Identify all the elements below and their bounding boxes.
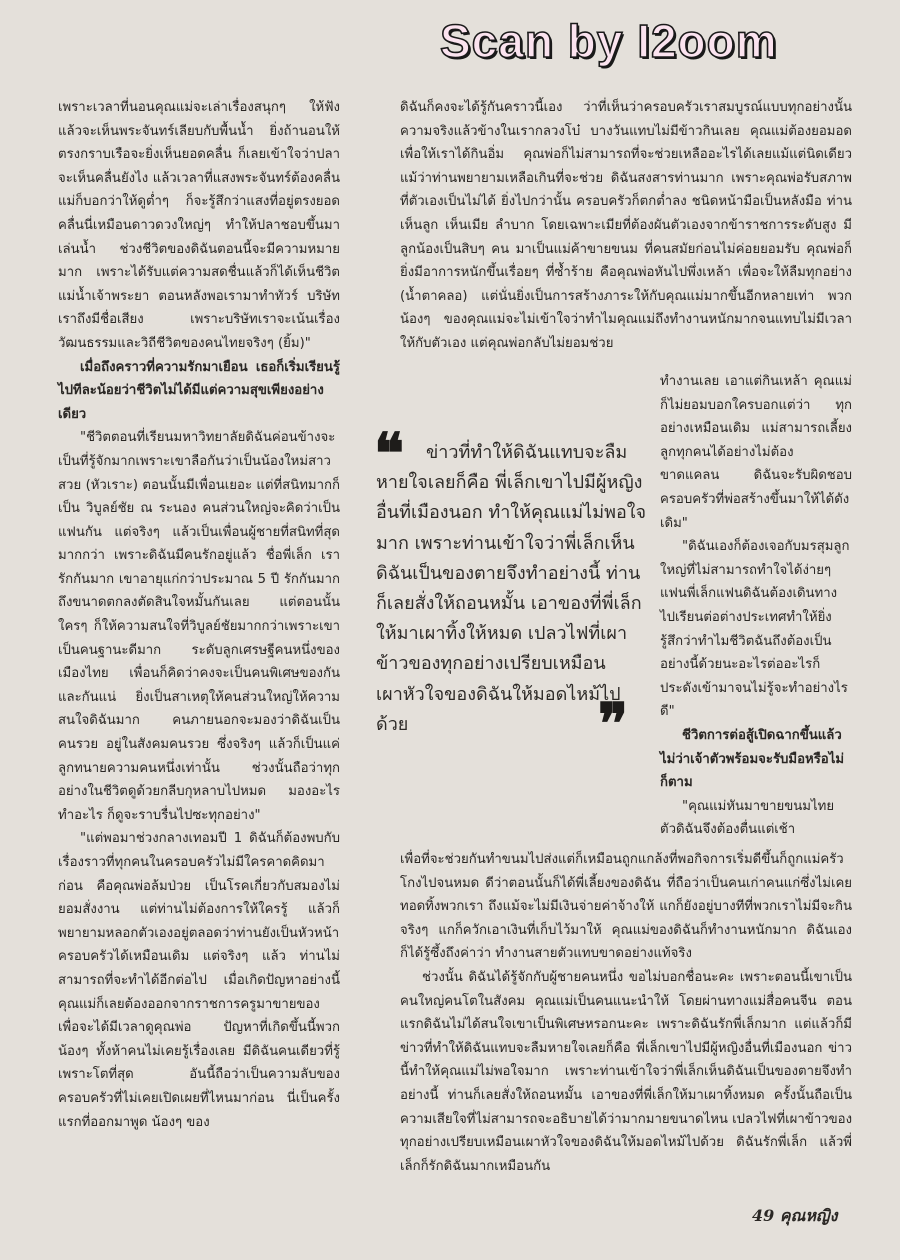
paragraph: "แต่พอมาช่วงกลางเทอมปี 1 ดิฉันก็ต้องพบกับเรื่องราวที่ทุกคนในครอบครัวไม่มีใครคาดคิดมาก่อน คือคุณพ่อล้มป่วย เป็นโรคเกี่ยวกับสมองไม่ยอมสั่งงาน แต่ท่านไม่ต้องการให้ใครรู้ แล้วก็พยายามหลอกตัวเองอยู่ตลอดว่าท่านยังเป็นหัวหน้าครอบครัวได้เหมือนเดิม แต่จริงๆ แล้ว ท่านไม่สามารถที่จะทำได้อีกต่อไป เมื่อเกิดปัญหาอย่างนี้ คุณแม่ก็เลยต้องออกจากราชการครูมาขายของ เพื่อจะได้มีเวลาดูคุณพ่อ ปัญหาที่เกิดขึ้นนี้พวกน้องๆ ทั้งห้าคนไม่เคยรู้เรื่องเลย มีดิฉันคนเดียวที่รู้เพราะโตที่สุด อันนี้ถือว่าเป็นความลับของครอบครัวที่ไม่เคยเปิดเผยที่ไหนมาก่อน นี่เป็นครั้งแรกที่ออกมาพูด น้องๆ ของ	[58, 831, 340, 1130]
paragraph: "ดิฉันเองก็ต้องเจอกับมรสุมลูกใหญ่ที่ไม่สามารถทำใจได้ง่ายๆ แฟนพี่เล็กแฟนดิฉันต้องเดินทางไปเรียนต่อต่างประเทศทำให้ยิ่งรู้สึกว่าทำไมชีวิตฉันถึงต้องเป็นอย่างนี้ด้วยนะอะไรต่ออะไรก็ประดังเข้ามาจนไม่รู้จะทำอย่างไรดี"	[660, 539, 850, 720]
paragraph: "คุณแม่หันมาขายขนมไทย ตัวดิฉันจึงต้องตื่นแต่เช้า	[660, 798, 835, 838]
pull-quote	[360, 421, 650, 757]
paragraph: เพราะเวลาที่นอนคุณแม่จะเล่าเรื่องสนุกๆ ให้ฟัง แล้วจะเห็นพระจันทร์เลียบกับพื้นน้ำ ยิ่งถ้านอนให้ตรงกราบเรือจะยิ่งเห็นยอดคลื่น ก็เลยเข้าใจว่าปลาจะเห็นคลื่นยังไง แล้วเวลาที่แสงพระจันทร์ต้องคลื่น แม่ก็บอกว่าให้ดูต่ำๆ ก็จะรู้สึกว่าแสงที่อยู่ตรงยอดคลื่นนี่เหมือนดาวดวงใหญ่ๆ ทำให้ปลาชอบขึ้นมาเล่นน้ำ ช่วงชีวิตของดิฉันตอนนี้จะมีความหมายมาก เพราะได้รับแต่ความสดชื่นแล้วก็ได้เห็นชีวิตแม่น้ำเจ้าพระยา ตอนหลังพอเรามาทำทัวร์ บริษัทเราถึงมีชื่อเสียง เพราะบริษัทเราจะเน้นเรื่องวัฒนธรรมและวิถีชีวิตของคนไทยจริงๆ (ยิ้ม)"	[58, 100, 340, 351]
paragraph: "ชีวิตตอนที่เรียนมหาวิทยาลัยดิฉันค่อนข้างจะเป็นที่รู้จักมากเพราะเขาลือกันว่าเป็นน้องใหม่สาวสวย (หัวเราะ) ตอนนั้นมีเพื่อนเยอะ แต่ที่สนิทมากก็เป็น วิบูลย์ชัย ณ ระนอง คนส่วนใหญ่จะคิดว่าเป็นแฟนกัน แต่จริงๆ แล้วเป็นเพื่อนผู้ชายที่สนิทที่สุดมากกว่า เพราะดิฉันมีคนรักอยู่แล้ว ชื่อพี่เล็ก เรารักกันมาก เขาอายุแก่กว่าประมาณ 5 ปี รักกันมากถึงขนาดตกลงตัดสินใจหมั้นกันเลย แต่ตอนนั้นใครๆ ก็ให้ความสนใจที่วิบูลย์ชัยมากกว่าเพราะเขาเป็นคนฐานะดีมาก ระดับลูกเศรษฐีคนหนึ่งของเมืองไทย เพื่อนก็คิดว่าคงจะเป็นคนพิเศษของกันและกันแน่ ยิ่งเป็นสาเหตุให้คนส่วนใหญ่ให้ความสนใจดิฉันมาก คนภายนอกจะมองว่าดิฉันเป็นคนรวย อยู่ในสังคมคนรวย ซึ่งจริงๆ แล้วก็เป็นแค่ลูกทนายความคนหนึ่งเท่านั้น ช่วงนั้นถือว่าทุกอย่างในชีวิตดูด้วยกลีบกุหลาบไปหมด มองอะไร ทำอะไร ก็ดูจะราบรื่นไปซะทุกอย่าง"	[58, 430, 340, 823]
article-column-left	[58, 96, 340, 1134]
section-heading: ชีวิตการต่อสู้เปิดฉากขึ้นแล้ว ไม่ว่าเจ้าตัวพร้อมจะรับมือหรือไม่ก็ตาม	[660, 727, 845, 791]
paragraph: เพื่อที่จะช่วยกันทำขนมไปส่งแต่ก็เหมือนถูกแกล้งที่พอกิจการเริ่มดีขึ้นก็ถูกแม่ครัวโกงไปจนหมด ดีว่าตอนนั้นก็ได้พี่เลี้ยงของดิฉัน ที่ถือว่าเป็นคนเก่าคนแก่ซึ่งไม่เคยทอดทิ้งพวกเรา ถึงแม้จะไม่มีเงินจ่ายค่าจ้างให้ แกก็ยังอยู่บางทีที่พวกเราไม่มีจะกินจริงๆ แกก็ควักเอาเงินที่เก็บไว้มาให้ คุณแม่ของดิฉันก็ทำงานหนักมาก ดิฉันเองก็ได้รู้ซึ้งถึงค่าว่า ทำงานสายตัวแทบขาดอย่างแท้จริง	[400, 852, 852, 962]
article-column-right-top	[400, 96, 852, 356]
article-column-right-mid	[660, 370, 852, 842]
open-quote-icon: ❝	[374, 421, 405, 487]
paragraph: ช่วงนั้น ดิฉันได้รู้จักกับผู้ชายคนหนึ่ง ขอไม่บอกชื่อนะคะ เพราะตอนนี้เขาเป็นคนใหญ่คนโตในสังคม คุณแม่เป็นคนแนะนำให้ โดยผ่านทางแม่สื่อคนจีน ตอนแรกดิฉันไม่ได้สนใจเขาเป็นพิเศษหรอกนะคะ เพราะดิฉันรักพี่เล็กมาก แต่แล้วก็มีข่าวที่ทำให้ดิฉันแทบจะลืมหายใจเลยก็คือ พี่เล็กเขาไปมีผู้หญิงอื่นที่เมืองนอก ข่าวนี้ทำให้คุณแม่ไม่พอใจมาก เพราะท่านเข้าใจว่าพี่เล็กเห็นดิฉันเป็นของตายจึงทำอย่างนี้ ท่านก็เลยสั่งให้ถอนหมั้น เอาของที่พี่เล็กให้มาเผาทิ้งหมด ครั้งนั้นถือเป็นความเสียใจที่ไม่สามารถจะอธิบายได้ว่ามากมายขนาดไหน เปลวไฟที่เผาข้าวของทุกอย่างเปรียบเหมือนเผาหัวใจของดิฉันให้มอดไหม้ไปด้วย ดิฉันรักพี่เล็ก แล้วพี่เล็กก็รักดิฉันมากเหมือนกัน	[400, 969, 853, 1174]
page-number: 49 คุณหญิง	[752, 1206, 838, 1225]
close-quote-icon: ❞	[597, 691, 628, 757]
paragraph: ดิฉันก็คงจะได้รู้กันคราวนี้เอง ว่าที่เห็นว่าครอบครัวเราสมบูรณ์แบบทุกอย่างนั้น ความจริงแล้วข้างในเรากลวงโบ๋ บางวันแทบไม่มีข้าวกินเลย คุณแม่ต้องยอมอดเพื่อให้เราได้กินอิ่ม คุณพ่อก็ไม่สามารถที่จะช่วยเหลืออะไรได้เลยแม้แต่นิดเดียว แม้ว่าท่านพยายามเหลือเกินที่จะช่วย ดิฉันสงสารท่านมาก เพราะคุณพ่อรับสภาพที่ตัวเองเป็นไม่ได้ ยิ่งไปกว่านั้น ครอบครัวก็ตกต่ำลง ชนิดหน้ามือเป็นหลังมือ ท่านเห็นลูก เห็นเมีย ลำบาก โดยเฉพาะเมียที่ต้องผันตัวเองจากข้าราชการระดับสูง มีลูกน้องเป็นสิบๆ คน มาเป็นแม่ค้าขายขนม ที่คนสมัยก่อนไม่ค่อยยอมรับ คุณพ่อก็ยิ่งมีอาการหนักขึ้นเรื่อยๆ ที่ซ้ำร้าย คือคุณพ่อหันไปพึ่งเหล้า เพื่อจะให้ลืมทุกอย่าง (น้ำตาคลอ) แต่นั่นยิ่งเป็นการสร้างภาระให้กับคุณแม่มากขึ้นอีกหลายเท่า พวกน้องๆ ของคุณแม่จะไม่เข้าใจว่าทำไมคุณแม่ถึงทำงานหนักมากจนแทบไม่มีเวลาให้กับตัวเอง แต่คุณพ่อกลับไม่ยอมช่วย	[400, 100, 852, 351]
paragraph: ทำงานเลย เอาแต่กินเหล้า คุณแม่ก็ไม่ยอมบอกใครบอกแต่ว่า ทุกอย่างเหมือนเดิม แม่สามารถเลี้ยงลูกทุกคนได้อย่างไม่ต้องขาดแคลน ดิฉันจะรับผิดชอบครอบครัวที่พ่อสร้างขึ้นมาให้ได้ดังเดิม"	[660, 374, 852, 531]
section-heading: เมื่อถึงคราวที่ความรักมาเยือน เธอก็เริ่มเรียนรู้ไปทีละน้อยว่าชีวิตไม่ได้มีแต่ความสุขเพียงอย่างเดียว	[58, 359, 340, 422]
pull-quote-text: ข่าวที่ทำให้ดิฉันแทบจะลืมหายใจเลยก็คือ พี่เล็กเขาไปมีผู้หญิงอื่นที่เมืองนอก ทำให้คุณแม่ไม่พอใจมาก เพราะท่านเข้าใจว่าพี่เล็กเห็นดิฉันเป็นของตายจึงทำอย่างนี้ ท่านก็เลยสั่งให้ถอนหมั้น เอาของที่พี่เล็กให้มาเผาทิ้งให้หมด เปลวไฟที่เผาข้าวของทุกอย่างเปรียบเหมือนเผาหัวใจของดิฉันให้มอดไหม้ไปด้วย	[376, 442, 647, 735]
scan-watermark: Scan by I2oom	[440, 15, 778, 67]
article-column-right-bottom	[400, 848, 852, 1178]
